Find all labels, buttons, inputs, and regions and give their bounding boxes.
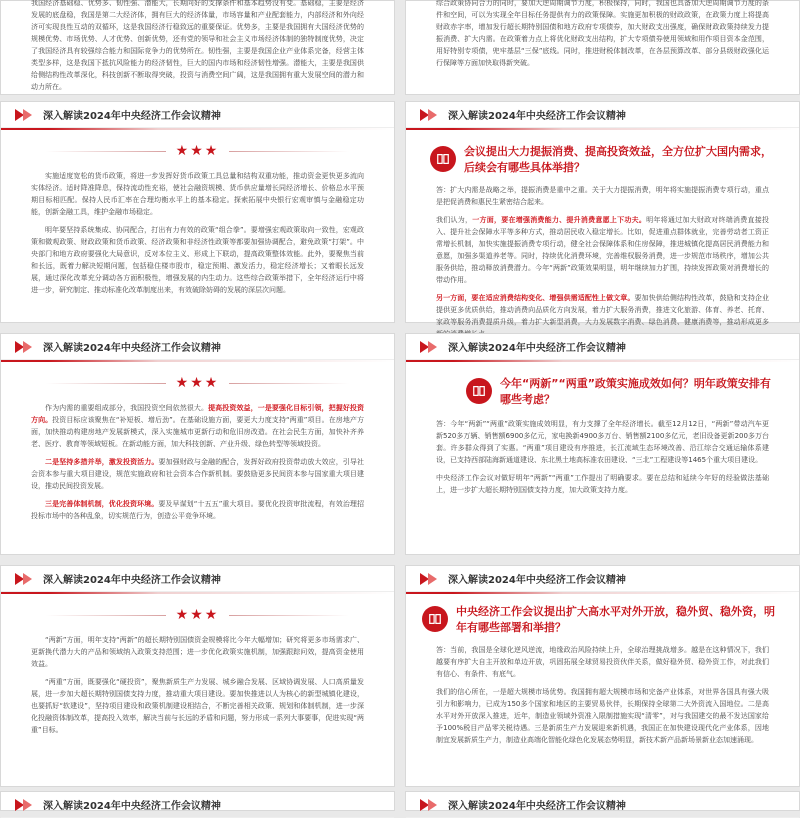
paragraph: 实施适度宽松的货币政策，将进一步发挥好货币政策工具总量和结构双重功能，推动资金更快更多流向实体经济。适时降准降息，保持流动性充裕，使社会融资规模、货币供应量增长同经济增长、价格总水平预期目标相匹配。保持人民币汇率在合理均衡水平上的基本稳定。探索拓展中央银行宏观审慎与金融稳定功能，创新金融工具，维护金融市场稳定。 (31, 172, 364, 216)
slide-header (1, 334, 394, 360)
header-arrow-icon (15, 799, 37, 811)
header-title: 深入解读2024年中央经济工作会议精神 (43, 575, 221, 586)
book-icon (430, 146, 456, 172)
highlight-text: 一方面，要在增强消费能力、提升消费意愿上下功夫。 (472, 216, 647, 224)
slide-header (406, 102, 799, 128)
header-title: 深入解读2024年中央经济工作会议精神 (448, 575, 626, 586)
slide-right-2 (405, 333, 800, 555)
paragraph: 我们的信心所在，一是超大规模市场优势。我国拥有超大规模市场和完备产业体系，对世界各国具有强大吸引力和影响力，已成为150多个国家和地区的主要贸易伙伴，长期保持全球第二大外资流入国地位。二是高水平对外开放深入推进，近年，制造业领域外资准入限制措施实现“清零”，对与我国建交的最不发达国家给予100%税目产品零关税待遇。三是新质生产力发展迎来新机遇，我国正在加快建设现代化产业体系，因地制宜发展新质生产力，制造业高端化智能化绿色化发展态势明显，新技术新产品新场景新业态加速涌现。 (436, 688, 769, 744)
slide-body (406, 0, 799, 69)
slide-body (1, 164, 394, 296)
header-divider (406, 128, 799, 130)
header-divider (406, 360, 799, 362)
header-title: 深入解读2024年中央经济工作会议精神 (43, 343, 221, 354)
paragraph: 我国经济基础稳、优势多、韧性强、潜能大，长期向好的支撑条件和基本趋势没有变。基础稳，主要是经济发展的底盘稳，我国是第二大经济体，拥有巨大的经济体量，市场容量和产业配套能力，内部经济和外向经济可实现良性互动的双循环，这是我国经济行稳致远的重要保证。优势多，主要是我国拥有大国经济优势的规模优势、市场优势、人才优势、创新优势，还有党的领导和社会主义市场经济体制的独特制度优势，决定了我国经济具有较强综合能力和国际竞争力的优势所在。韧性强，主要是我国企业产业体系完备，经营主体类型多样，这是我国下抵抗风险能力的经济韧性，巨大的国内市场和经济韧性增强。潜能大，主要是我国供给侧结构性改革深化，科技创新不断取得突破，投资与消费空间广阔，这是我国拥有重大发展空间的潜力和动力所在。 (31, 0, 364, 91)
question-title: 今年“两新”“两重”政策实施成效如何？明年政策安排有哪些考虑？ (500, 377, 771, 406)
header-title: 深入解读2024年中央经济工作会议精神 (43, 111, 221, 122)
paragraph: 明年要坚持系统集成、协同配合，打出有力有效的政策“组合拳”。要增强宏观政策取向一致性，宏观政策和微观政策、财政政策和货币政策、经济政策和非经济性政策等都要加强协调配合，避免政策“打架”。中央部门和地方政府要强化大局意识，反对本位主义、形成上下联动，提高政策整体效能。此外，要聚焦当前和长远，既着力解决短期问题，包括稳住楼市股市，稳定预期、激发活力，稳定经济增长；又着眼长远发展，通过深化改革充分调动各方面积极性，增强发展的内生动力。这些综合政策举措下，全年经济运行中将进一步，研究制定、推动标准化改革制度出来，有效破除妨碍的发展的深层次问题。 (31, 226, 364, 294)
paragraph: 作为内需的重要组成部分，我国投资空间依然很大。提高投资效益，一是要强化目标引领，把握好投资方向。投资目标应该聚焦在“补短板、增后劲”。在基础设施方面，要更大力度支持“两重”项目。在房地产方面，加快推动构建房地产发展新模式，深入实施城市更新行动和危旧房改造。在社会民生方面，加快补齐养老、医疗、教育等领域短板。在新动能方面，加大科技创新、产业升级、绿色转型等领域投资。 (31, 404, 365, 448)
header-arrow-icon (420, 799, 442, 811)
question-block (430, 144, 775, 176)
slide-right-1 (405, 101, 800, 326)
paragraph: 三是完善体制机制，优化投资环境。要及早谋划“十五五”重大项目。要优化投资审批流程，有效治理招投标市场中的各种乱象，切实规范行为，创造公平竞争环境。 (31, 500, 364, 520)
header-title: 深入解读2024年中央经济工作会议精神 (43, 801, 221, 812)
slide-body (406, 184, 799, 340)
paragraph: 我们认为，一方面，要在增强消费能力、提升消费意愿上下功夫。明年将通过加大财政对终端消费直接投入、提升社会保障水平等多种方式，推动居民收入稳定增长。比如，促进重点群体就业，完善劳动者工资正常增长机制，加快实施提振消费专项行动，健全社会保障体系和住房保障，推进城镇化提高居民消费能力和意愿，加强多渠道养老等。同时，持续优化消费环境，完善维权服务消费，进一步规范市场秩序，增加公共服务供给，推动释放消费潜力。今年“两新”政策效果明显，明年继续加力扩围，持续发挥政策对消费增长的带动作用。 (436, 216, 770, 284)
paragraph: 答：今年“两新”“两重”政策实施成效明显，有力支撑了全年经济增长。截至12月12日，“两新”带动汽车更新520多万辆、销售额6900多亿元，家电换新4900多万台、销售额2100多亿元，老旧设备更新200多万台套。许多群众得到了实惠。“两重”项目建设有序推进，长江流域生态环境改善、沿江综合交通运输体系建设，已支持西部陆海新通道建设、东北黑土地高标准农田建设、“三北”工程建设等1465个重大项目建设。 (436, 420, 769, 464)
paragraph: 答：扩大内需是战略之举，提振消费是重中之重。关于大力提振消费，明年将实施提振消费专项行动，重点是把促消费和惠民生紧密结合起来。 (436, 186, 769, 206)
paragraph: 答：当前，我国是全球化逆风逆流，地缘政治风险持续上升，全球治理挑战增多。越是在这种情况下，我们越要有序扩大自主开放和单边开放，巩固拓展全球贸易投资伙伴关系，做好稳外贸、稳外资工作，对此我们有信心、有条件、有底气。 (436, 646, 769, 678)
slide-body (1, 628, 394, 736)
slide-bottom-right (405, 791, 800, 811)
slide-body (1, 0, 394, 93)
paragraph: 另一方面，要在适应消费结构变化、增强供需适配性上做文章。要加快供给侧结构性改革，鼓励和支持企业提供更多优质供给，推动消费向品质化方向发展，着力扩大服务消费，推进文化旅游、体育、养老、托育、家政等服务消费提质升级，着力扩大新型消费，大力发展数字消费、绿色消费、健康消费等，推动形成更多 (436, 294, 770, 326)
book-icon (422, 606, 448, 632)
slide-header (1, 792, 394, 818)
header-arrow-icon (420, 573, 442, 585)
star-divider (31, 608, 364, 622)
slide-left-2 (0, 333, 395, 555)
header-divider (1, 128, 394, 130)
question-title: 会议提出大力提振消费、提高投资效益，全方位扩大国内需求，后续会有哪些具体举措？ (464, 145, 772, 174)
paragraph: 中央经济工作会议对做好明年“两新”“两重”工作提出了明确要求。要在总结和延续今年好的经验做法基础上，进一步扩大超长期特别国债支持力度，加大政策支持力度。 (436, 474, 769, 494)
slide-header (1, 102, 394, 128)
paragraph: “两重”方面，既要强化“硬投资”，聚焦新质生产力发展、城乡融合发展、区域协调发展、人口高质量发展，进一步加大超长期特别国债支持力度，推动重大项目建设。要加快推进以人为核心的新型城镇化建设，也要抓好“软建设”，坚持项目建设和政策机制建设相结合，不断完善相关政策、规划和体制机制，进一步深化投融资体制改革，提高投入效率，解决当前与长远的矛盾和问题，努力形成一系列大事要事，促进实现“两重”目标。 (31, 678, 364, 734)
question-title: 中央经济工作会议提出扩大高水平对外开放，稳外贸、稳外资，明年有哪些部署和举措？ (456, 605, 775, 634)
slide-body (406, 644, 799, 746)
header-arrow-icon (420, 109, 442, 121)
book-icon (466, 378, 492, 404)
star-divider (31, 144, 364, 158)
header-arrow-icon (15, 573, 37, 585)
highlight-text: 三是完善体制机制，优化投资环境。 (45, 500, 159, 508)
header-title: 深入解读2024年中央经济工作会议精神 (448, 343, 626, 354)
paragraph: “两新”方面，明年支持“两新”的超长期特别国债资金规模将比今年大幅增加；研究将更多市场需求广、更新换代潜力大的产品和领域纳入政策支持范围；进一步优化政策实施机制，加强跟踪问效，提高资金使用效益。 (31, 636, 364, 668)
slide-top-right (405, 0, 800, 95)
slide-right-3 (405, 565, 800, 787)
header-arrow-icon (15, 109, 37, 121)
stars-icon: ★★★ (175, 375, 220, 391)
slide-top-left (0, 0, 395, 95)
question-block (466, 376, 775, 408)
slide-header (1, 566, 394, 592)
header-divider (1, 360, 394, 362)
question-block (422, 604, 775, 636)
slide-header (406, 334, 799, 360)
header-title: 深入解读2024年中央经济工作会议精神 (448, 111, 626, 122)
header-arrow-icon (420, 341, 442, 353)
header-arrow-icon (15, 341, 37, 353)
highlight-text: 提高投资效益，一是要强化目标引领，把握好投资方向。 (31, 404, 365, 424)
highlight-text: 二是坚持多措并举，激发投资活力。 (45, 458, 159, 466)
stars-icon: ★★★ (175, 143, 220, 159)
header-divider (1, 592, 394, 594)
slide-header (406, 566, 799, 592)
slide-body (1, 396, 394, 522)
paragraph: 二是坚持多措并举，激发投资活力。要加强财政与金融的配合，发挥好政府投资带动放大效应，引导社会资本参与重大项目建设，规范实施政府和社会资本合作新机制。要鼓励更多民间资本参与国家重大项目建设，推动民间投资发展。 (31, 458, 365, 490)
star-divider (31, 376, 364, 390)
stars-icon: ★★★ (175, 607, 220, 623)
header-title: 深入解读2024年中央经济工作会议精神 (448, 801, 626, 812)
slide-left-3 (0, 565, 395, 787)
slide-header (406, 792, 799, 818)
paragraph: 综合政策协同合力的同时，要加大逆周期调节力度，积极保持，同时，我国也具备加大逆周期调节力度的条件和空间，可以为实现全年目标任务提供有力的政策保障。实施更加积极的财政政策，在政策力度上将提高财政赤字率，增加发行超长期特别国债和地方政府专项债券，加大财政支出强度，确保财政政策持续发力提振消费、扩大内需。在政策着力点上将优化财政支出结构，扩大专项债券使用领域和用作项目资本金范围，用好特别专项债，兜牢基层“三保”底线。同时，推进财税体制改革，在各层预算改革、部分县级财政强化运行保障等方面加快取得新突破。 (436, 0, 769, 67)
header-divider (406, 592, 799, 594)
slide-body (406, 416, 799, 496)
slide-left-1 (0, 101, 395, 323)
slide-bottom-left (0, 791, 395, 811)
highlight-text: 另一方面，要在适应消费结构变化、增强供需适配性上做文章。 (436, 294, 635, 302)
